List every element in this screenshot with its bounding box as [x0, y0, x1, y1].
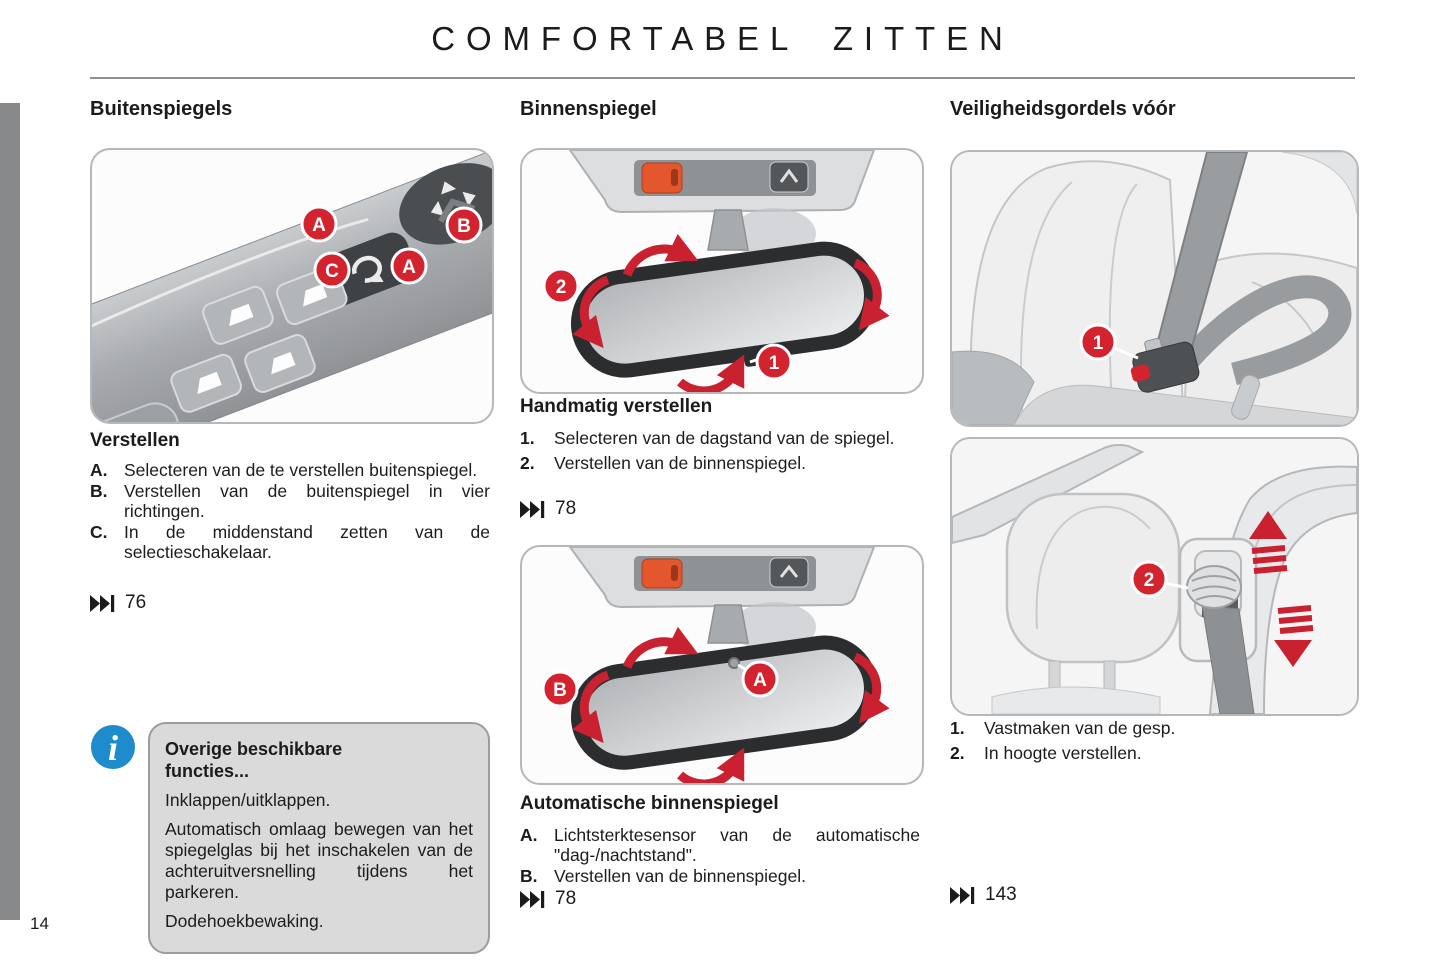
rearview-mirror: [572, 637, 877, 769]
svg-text:2: 2: [1143, 570, 1155, 591]
page-reference-number: 78: [555, 888, 577, 909]
callout-badge-A: [743, 662, 777, 696]
page-reference: [520, 498, 576, 520]
column-exterior-mirrors: [90, 0, 490, 964]
item-text: Lichtsterktesensor van de automatische "dag-/nachtstand".: [554, 825, 920, 865]
list-item: [520, 453, 920, 473]
goto-page-icon: [520, 891, 547, 908]
list-item: [90, 460, 490, 480]
item-text: In hoogte verstellen.: [984, 743, 1142, 763]
auto-mirror-illustration: [522, 547, 922, 783]
column-heading: Buitenspiegels: [90, 98, 233, 120]
callout-badge-B: [447, 208, 481, 242]
item-label: 2.: [520, 453, 535, 473]
page-reference-number: 76: [125, 592, 147, 613]
light-sensor-dot: [729, 658, 739, 668]
item-label: C.: [90, 522, 108, 542]
goto-page-icon: [90, 595, 117, 612]
item-text: Selecteren van de te verstellen buitenspiegel.: [124, 460, 478, 480]
item-label: 1.: [520, 428, 535, 448]
ceiling-console: [570, 547, 874, 607]
item-text: Vastmaken van de gesp.: [984, 718, 1176, 738]
mirror-stem: [708, 210, 748, 250]
list-item: [520, 866, 920, 886]
page-number: 14: [30, 914, 49, 933]
svg-text:1: 1: [768, 353, 780, 374]
door-armrest-panel: [92, 150, 492, 422]
info-icon: [90, 724, 136, 775]
ceiling-console: [570, 150, 874, 212]
item-label: A.: [520, 825, 538, 845]
section-heading-automatische: Automatische binnenspiegel: [520, 793, 779, 814]
svg-text:B: B: [457, 216, 471, 237]
item-text: Verstellen van de binnenspiegel.: [554, 453, 806, 473]
section-heading-verstellen: Verstellen: [90, 430, 180, 451]
list-item: [90, 522, 490, 562]
figure-auto-mirror: [520, 545, 924, 785]
callout-badge-1: [1081, 325, 1115, 359]
exterior-mirror-steps: [90, 460, 490, 563]
figure-belt-buckle: [950, 150, 1359, 427]
seat-belt-steps: [950, 718, 1355, 768]
list-item: [520, 428, 920, 448]
column-seat-belts: [950, 0, 1355, 964]
svg-text:A: A: [312, 215, 326, 236]
callout-badge-2: [544, 269, 578, 303]
goto-page-icon: [950, 887, 977, 904]
list-item: [90, 481, 490, 521]
list-item: [520, 825, 920, 865]
belt-buckle-illustration: [952, 152, 1357, 425]
item-label: A.: [90, 460, 108, 480]
door-panel-illustration: [92, 150, 492, 422]
manual-mirror-illustration: [522, 150, 922, 392]
figure-door-mirror-controls: [90, 148, 494, 424]
rearview-mirror: [572, 243, 879, 390]
callout-badge-1: [757, 345, 791, 379]
info-paragraph: Automatisch omlaag bewegen van het spiegelglas bij het inschakelen van de achteruitversnelling tijdens het parkeren.: [165, 819, 473, 902]
page-reference: [520, 888, 576, 910]
list-item: [950, 743, 1355, 763]
page-reference: [90, 592, 146, 614]
page-title: COMFORTABEL ZITTEN: [431, 20, 1014, 57]
page-edge-tab: [0, 103, 20, 920]
item-label: B.: [90, 481, 108, 501]
manual-mirror-steps: [520, 428, 920, 478]
info-box: [148, 722, 490, 954]
belt-height-illustration: [952, 439, 1357, 714]
column-interior-mirror: [520, 0, 920, 964]
svg-text:A: A: [402, 257, 416, 278]
page-reference-number: 78: [555, 498, 577, 519]
svg-text:C: C: [325, 261, 339, 282]
item-text: In de middenstand zetten van de selectieschakelaar.: [124, 522, 490, 562]
svg-text:1: 1: [1092, 333, 1104, 354]
item-label: 1.: [950, 718, 965, 738]
column-heading: Binnenspiegel: [520, 98, 657, 120]
list-item: [950, 718, 1355, 738]
callout-badge-B: [543, 672, 577, 706]
console-brand-button: [770, 558, 808, 587]
svg-text:A: A: [753, 670, 767, 691]
item-text: Verstellen van de buitenspiegel in vier richtingen.: [124, 481, 490, 521]
column-heading: Veiligheidsgordels vóór: [950, 98, 1176, 120]
item-label: 2.: [950, 743, 965, 763]
page-reference-number: 143: [985, 884, 1017, 905]
callout-badge-C: [315, 253, 349, 287]
section-heading-handmatig: Handmatig verstellen: [520, 396, 713, 417]
info-box-title: Overige beschikbare functies...: [165, 739, 343, 781]
callout-badge-2: [1132, 562, 1166, 596]
svg-text:2: 2: [555, 277, 567, 298]
mirror-stem: [708, 605, 748, 643]
figure-manual-mirror: [520, 148, 924, 394]
item-label: B.: [520, 866, 538, 886]
info-paragraph: Inklappen/uitklappen.: [165, 790, 331, 810]
item-text: Selecteren van de dagstand van de spiegel.: [554, 428, 895, 448]
svg-text:B: B: [553, 680, 567, 701]
auto-mirror-steps: [520, 825, 920, 887]
page-reference: [950, 884, 1017, 906]
svg-text:i: i: [107, 728, 119, 768]
figure-belt-height-adjuster: [950, 437, 1359, 716]
goto-page-icon: [520, 501, 547, 518]
console-brand-button: [770, 162, 808, 192]
item-text: Verstellen van de binnenspiegel.: [554, 866, 806, 886]
info-paragraph: Dodehoekbewaking.: [165, 911, 324, 931]
callout-badge-A: [302, 207, 336, 241]
callout-badge-A2: [392, 249, 426, 283]
